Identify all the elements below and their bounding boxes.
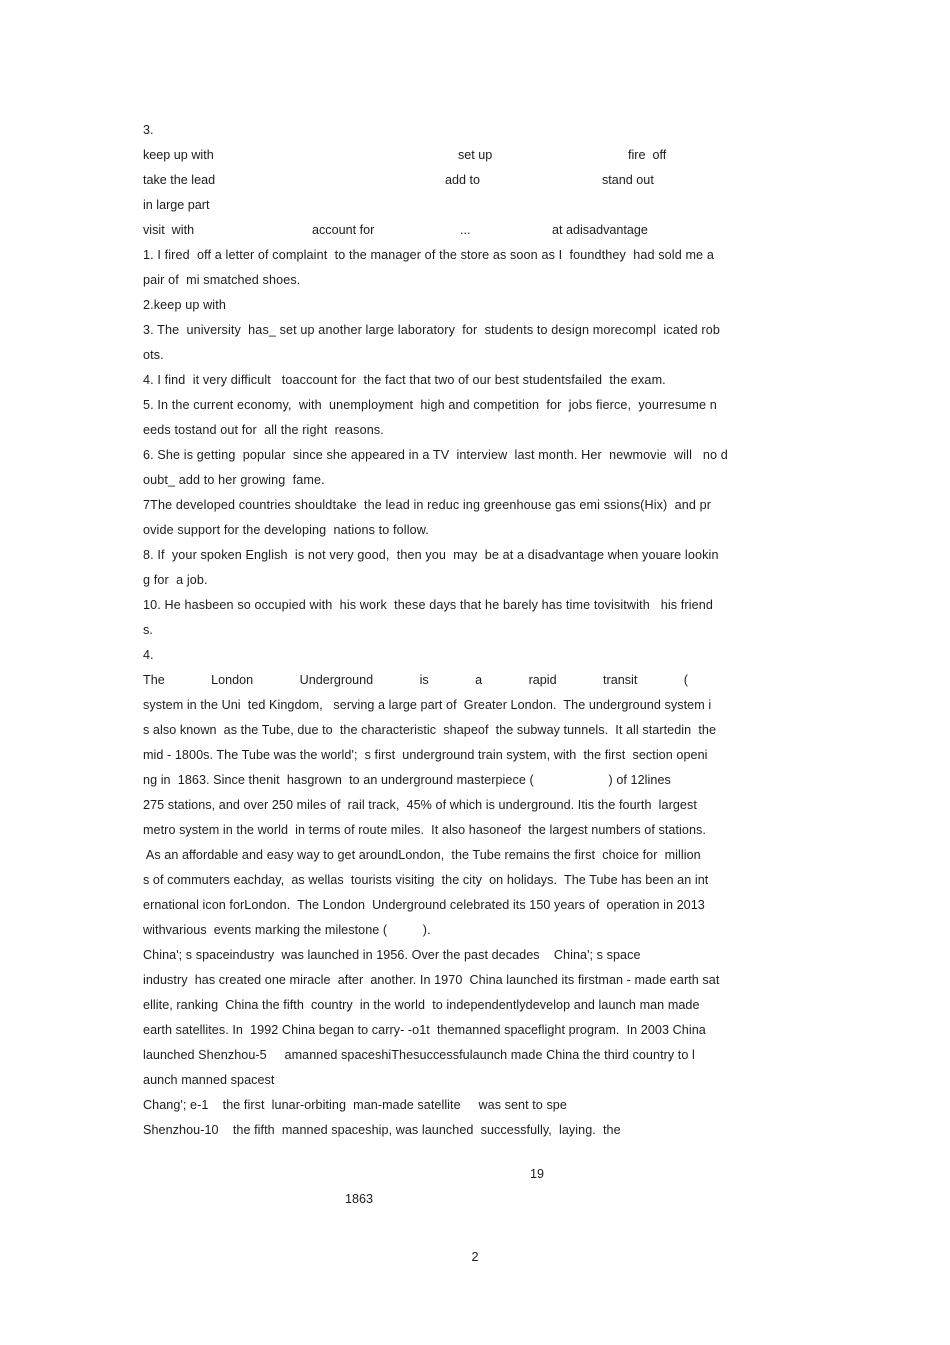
phrase-item: fire off (628, 148, 667, 162)
phrase-item: account for (312, 223, 375, 237)
phrase-bank-row (143, 218, 813, 243)
phrase-item: keep up with (143, 148, 214, 162)
answer-line: 6. She is getting popular since she appeared in a TV interview last month. Her newmovie will no d (143, 448, 728, 462)
paragraph-line: As an affordable and easy way to get aroundLondon, the Tube remains the first choice for million (143, 848, 701, 862)
paragraph-line: earth satellites. In 1992 China began to carry- -o1t themanned spaceflight program. In 2003 China (143, 1023, 706, 1037)
answer-line: eeds tostand out for all the right reasons. (143, 423, 384, 437)
answer-line: oubt_ add to her growing fame. (143, 473, 325, 487)
paragraph-line: aunch manned spacest (143, 1073, 275, 1087)
phrase-item: ... (460, 223, 471, 237)
phrase-bank (143, 143, 813, 243)
phrase-item: in large part (143, 198, 210, 212)
paragraph-line: 275 stations, and over 250 miles of rail track, 45% of which is underground. Itis the fourth largest (143, 798, 697, 812)
paragraph-line: China'; s spaceindustry was launched in 1956. Over the past decades China'; s space (143, 948, 641, 962)
answer-line: ots. (143, 348, 164, 362)
paragraph-line: withvarious events marking the milestone ( ). (143, 923, 431, 937)
phrase-item: take the lead (143, 173, 216, 187)
answer-line: 8. If your spoken English is not very good, then you may be at a disadvantage when youare lookin (143, 548, 719, 562)
stray-fragment-19: 19 (530, 1167, 545, 1181)
paragraph-line: ernational icon forLondon. The London Underground celebrated its 150 years of operation in 2013 (143, 898, 705, 912)
phrase-bank-row (143, 143, 813, 168)
paragraph-line: Shenzhou-10 the fifth manned spaceship, was launched successfully, laying. the (143, 1123, 621, 1137)
phrase-bank-row (143, 168, 813, 193)
answer-line: 1. I fired off a letter of complaint to the manager of the store as soon as I foundthey had sold me a (143, 248, 714, 262)
paragraph-line: metro system in the world in terms of route miles. It also hasoneof the largest numbers of stations. (143, 823, 706, 837)
paragraph-line: s also known as the Tube, due to the characteristic shapeof the subway tunnels. It all startedin the (143, 723, 717, 737)
phrase-item: visit with (143, 223, 195, 237)
paragraph-line: industry has created one miracle after another. In 1970 China launched its firstman - made earth sat (143, 973, 720, 987)
london-underground-paragraph (143, 693, 813, 943)
phrase-bank-row (143, 193, 813, 218)
answer-line: 5. In the current economy, with unemployment high and competition for jobs fierce, yourresume n (143, 398, 717, 412)
page-number: 2 (471, 1250, 479, 1264)
answer-line: 10. He hasbeen so occupied with his work these days that he barely has time tovisitwith his friend (143, 598, 714, 612)
answer-line: s. (143, 623, 154, 637)
paragraph-line: mid - 1800s. The Tube was the world'; s first underground train system, with the first section openi (143, 748, 708, 762)
paragraph-line: ng in 1863. Since thenit hasgrown to an underground masterpiece ( ) of 12lines (143, 773, 671, 787)
answer-line: pair of mi smatched shoes. (143, 273, 301, 287)
london-intro-line: The London Underground is a rapid transit ( (143, 673, 688, 687)
answer-line: g for a job. (143, 573, 208, 587)
phrase-item: at adisadvantage (552, 223, 648, 237)
document-body (143, 118, 813, 1143)
phrase-item: add to (445, 173, 481, 187)
paragraph-line: system in the Uni ted Kingdom, serving a large part of Greater London. The underground system i (143, 698, 712, 712)
phrase-item: stand out (602, 173, 654, 187)
answer-line: 4. I find it very difficult toaccount for the fact that two of our best studentsfailed the exam. (143, 373, 666, 387)
phrase-item: set up (458, 148, 493, 162)
section-heading-4: 4. (143, 648, 154, 662)
paragraph-line: launched Shenzhou-5 amanned spaceshiThesuccessfulaunch made China the third country to l (143, 1048, 695, 1062)
section-heading-3: 3. (143, 123, 154, 137)
answer-line: 3. The university has_ set up another large laboratory for students to design morecompl icated rob (143, 323, 720, 337)
answers-list (143, 243, 813, 643)
paragraph-line: ellite, ranking China the fifth country in the world to independentlydevelop and launch man made (143, 998, 700, 1012)
answer-line: ovide support for the developing nations to follow. (143, 523, 429, 537)
stray-fragment-1863: 1863 (345, 1192, 374, 1206)
china-space-paragraph (143, 943, 813, 1143)
paragraph-line: Chang'; e-1 the first lunar-orbiting man-made satellite was sent to spe (143, 1098, 567, 1112)
paragraph-line: s of commuters eachday, as wellas tourists visiting the city on holidays. The Tube has been an int (143, 873, 709, 887)
answer-line: 2.keep up with (143, 298, 226, 312)
answer-line: 7The developed countries shouldtake the lead in reduc ing greenhouse gas emi ssions(Hix) and pr (143, 498, 712, 512)
